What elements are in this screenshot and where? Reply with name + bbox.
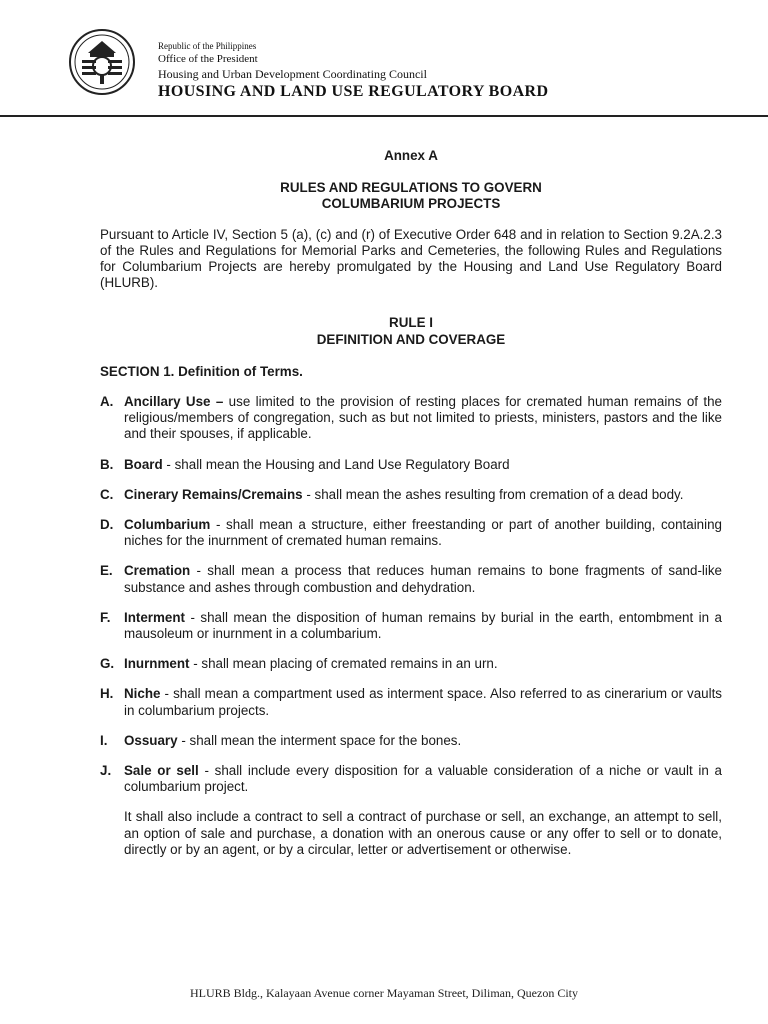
definition-letter: F. — [100, 609, 111, 625]
definition-item — [100, 733, 722, 749]
definition-letter: H. — [100, 686, 114, 702]
definition-item — [100, 656, 722, 672]
definition-item — [100, 487, 722, 503]
sale-extra-paragraph: It shall also include a contract to sell a contract of purchase or sell, an exchange, an attempt to sell, an option of sale and purchase, a donation with an onerous cause or any offer to sell or to donate, directly or by an agent, or by a circular, letter or advertisement or otherwise. — [124, 809, 722, 857]
letterhead-republic: Republic of the Philippines — [158, 41, 257, 51]
definition-text: use limited to the provision of resting places for cremated human remains of the religious/members of congregation, such as but not limited to priests, ministers, pastors and the like and their spouses, if applicable. — [124, 394, 722, 442]
letterhead — [0, 0, 768, 120]
definition-item — [100, 394, 722, 443]
document-body — [100, 148, 722, 858]
definition-item — [100, 457, 722, 473]
definition-letter: C. — [100, 486, 114, 502]
definition-text: - shall mean the Housing and Land Use Regulatory Board — [162, 456, 510, 472]
definition-text: - shall mean a structure, either freestanding or part of another building, containing niches for the inurnment of cremated human remains. — [124, 517, 722, 549]
rule-heading — [100, 315, 722, 347]
definition-text: - shall mean the disposition of human remains by burial in the earth, entombment in a mausoleum or inurnment in a columbarium. — [124, 609, 722, 642]
definition-term: Ossuary — [124, 732, 178, 748]
definition-term: Ancillary Use – — [124, 394, 224, 410]
document-title-line1: RULES AND REGULATIONS TO GOVERN — [280, 180, 542, 196]
definition-letter: J. — [100, 763, 112, 779]
definition-letter: E. — [100, 563, 113, 579]
definition-text: - shall include every disposition for a valuable consideration of a niche or vault in a columbarium project. — [124, 763, 722, 795]
definition-term: Inurnment — [124, 656, 190, 672]
definition-letter: I. — [100, 732, 108, 748]
definition-letter: G. — [100, 656, 115, 672]
hlurb-seal-logo — [68, 28, 136, 96]
definition-item — [100, 517, 722, 549]
document-title-line2: COLUMBARIUM PROJECTS — [321, 196, 501, 212]
intro-paragraph: Pursuant to Article IV, Section 5 (a), (c) and (r) of Executive Order 648 and in relation to Section 9.2A.2.3 of the Rules and Regulations for Memorial Parks and Cemeteries, the following Rules and Regulations for Columbarium Projects are hereby promulgated by the Housing and Land Use Regulatory Board (HLURB). — [100, 226, 722, 291]
definition-letter: B. — [100, 456, 114, 472]
definition-letter: A. — [100, 394, 114, 410]
document-title — [100, 180, 722, 212]
definition-term: Cinerary Remains/Cremains — [124, 486, 303, 502]
definition-text: - shall mean placing of cremated remains in an urn. — [189, 656, 498, 672]
definition-term: Interment — [124, 609, 186, 625]
annex-heading: Annex A — [384, 148, 438, 163]
definition-text: - shall mean the interment space for the bones. — [177, 732, 462, 748]
definition-term: Columbarium — [124, 517, 211, 533]
footer-address: HLURB Bldg., Kalayaan Avenue corner Mayaman Street, Diliman, Quezon City — [189, 986, 578, 1000]
definition-term: Sale or sell — [124, 763, 199, 779]
rule-number: RULE I — [389, 315, 433, 331]
definition-text: - shall mean a compartment used as interment space. Also referred to as cinerarium or vaults in columbarium projects. — [124, 686, 722, 718]
definition-term: Cremation — [124, 563, 191, 579]
definition-text: - shall mean the ashes resulting from cremation of a dead body. — [302, 486, 684, 502]
definition-item — [100, 763, 722, 795]
definition-term: Board — [124, 456, 163, 472]
definition-item — [100, 563, 722, 595]
letterhead-council: Housing and Urban Development Coordinating Council — [158, 67, 427, 81]
definition-item — [100, 686, 722, 718]
definition-text: - shall mean a process that reduces human remains to bone fragments of sand-like substance and ashes through combustion and dehydration. — [124, 563, 722, 595]
definition-term: Niche — [124, 686, 161, 702]
letterhead-divider — [0, 115, 768, 117]
letterhead-board: HOUSING AND LAND USE REGULATORY BOARD — [158, 83, 549, 100]
rule-title: DEFINITION AND COVERAGE — [316, 331, 506, 347]
section-heading: SECTION 1. Definition of Terms. — [100, 363, 303, 379]
letterhead-office: Office of the President — [158, 53, 258, 65]
letterhead-text — [158, 40, 548, 102]
definition-letter: D. — [100, 517, 114, 533]
definition-item — [100, 610, 722, 642]
